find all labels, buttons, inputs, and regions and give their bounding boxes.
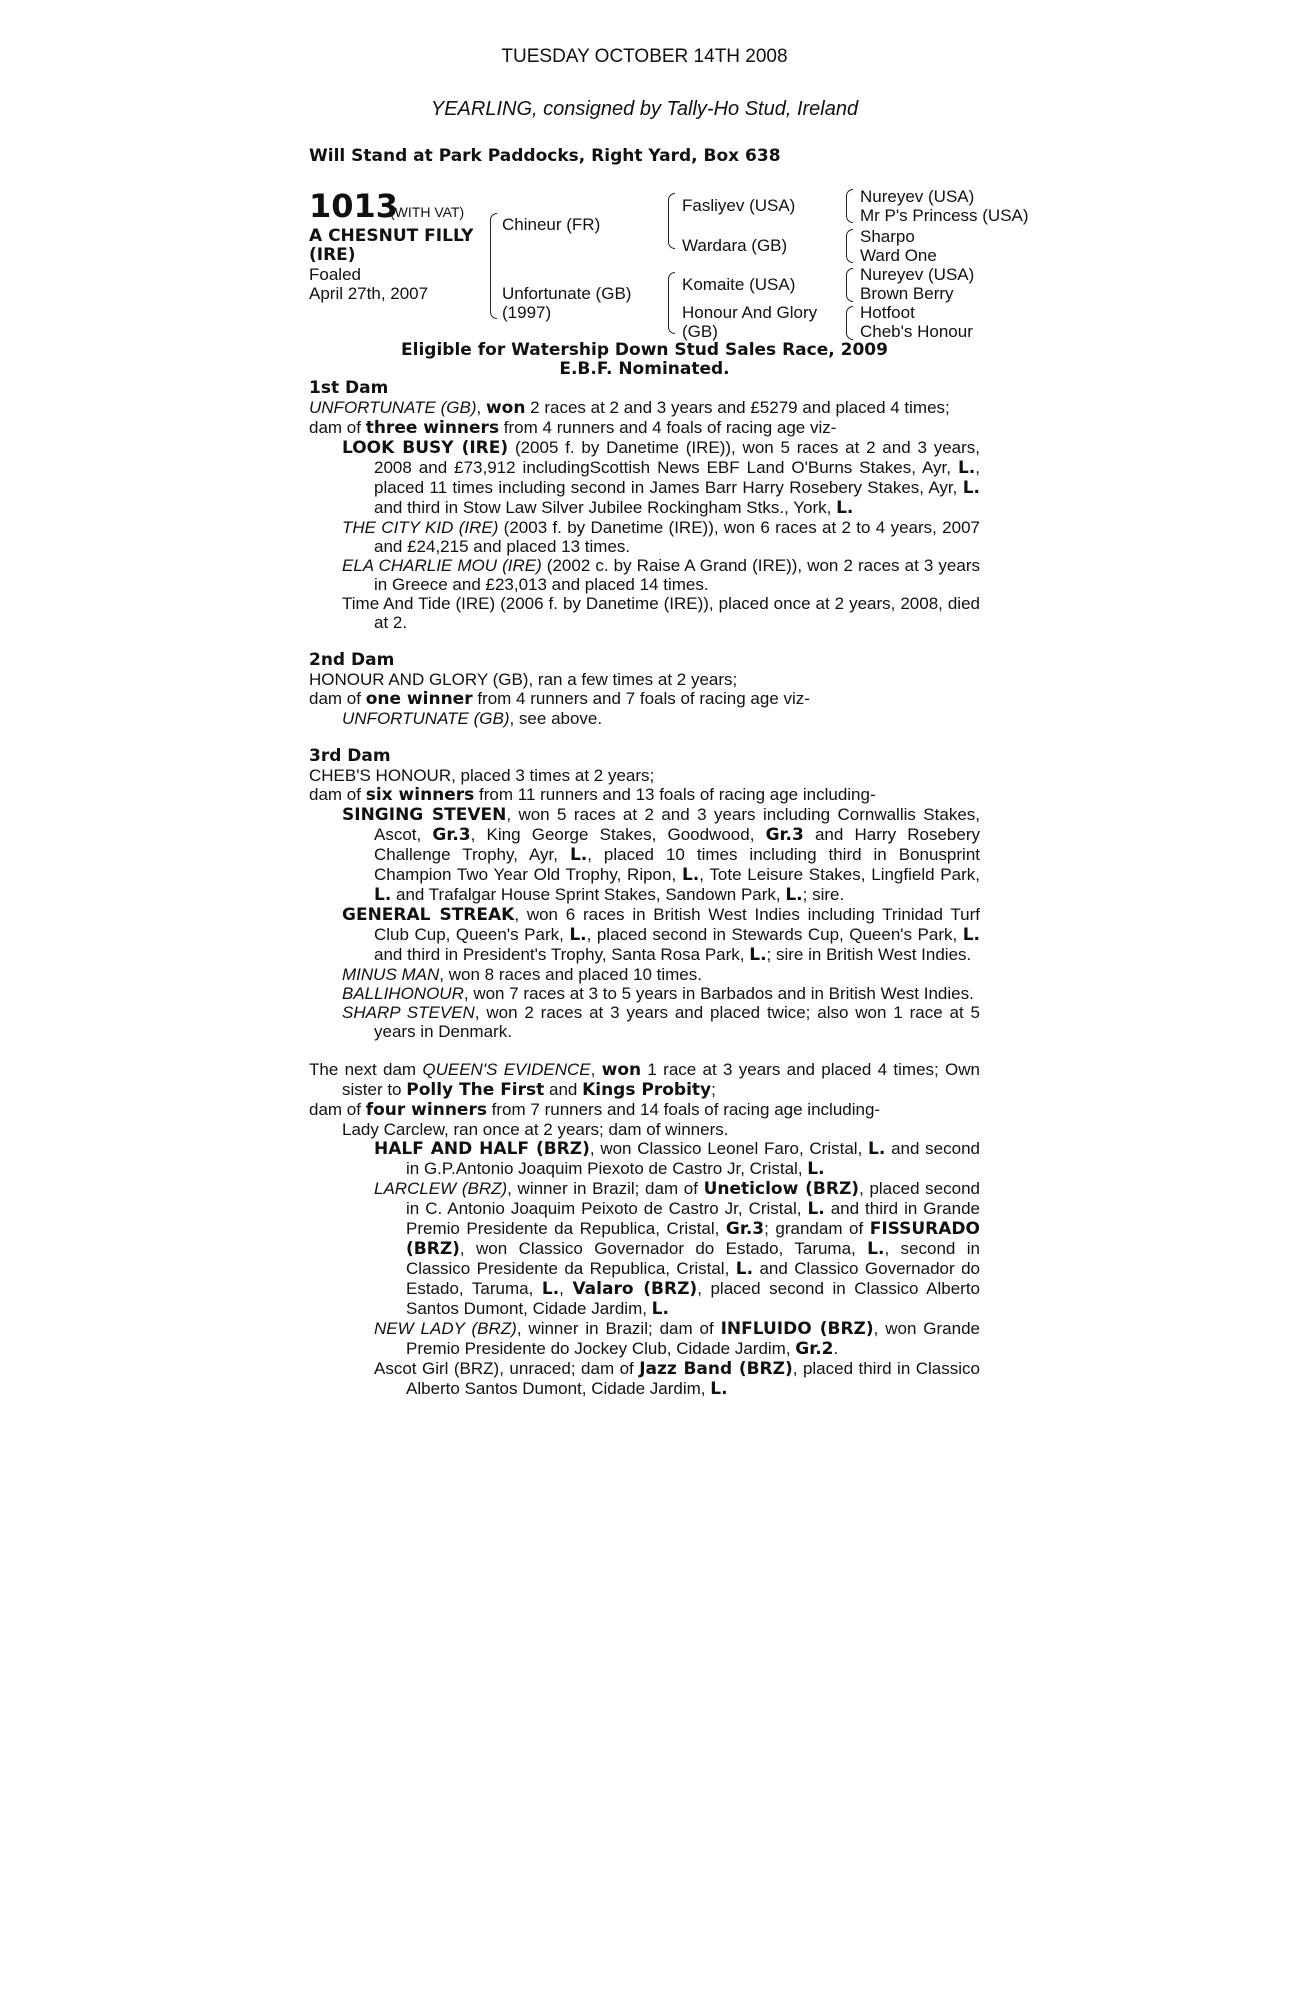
produce-larclew: LARCLEW (BRZ), winner in Brazil; dam of Uneticlow (BRZ), placed second in C. Antonio Joaquim Peixoto de Castro Jr, Cristal, L. and third in Grande Premio Presidente da Republica, Cristal, Gr.3; grandam of FISSURADO (BRZ), won Classico Governador do Estado, Taruma, L., second in Classico Presidente da Republica, Cristal, L. and Classico Governador do Estado, Taruma, L., Valaro (BRZ), placed second in Classico Alberto Santos Dumont, Cidade Jardim, L.	[374, 1179, 981, 1319]
pedigree-dam-dam: Honour And Glory	[682, 303, 818, 322]
catalogue-body	[309, 379, 980, 1399]
produce-singing-steven: SINGING STEVEN, won 5 races at 2 and 3 years including Cornwallis Stakes, Ascot, Gr.3, King George Stakes, Goodwood, Gr.3 and Harry Rosebery Challenge Trophy, Ayr, L., placed 10 times including third in Bonusprint Champion Two Year Old Trophy, Ripon, L., Tote Leisure Stakes, Lingfield Park, L. and Trafalgar House Sprint Stakes, Sandown Park, L.; sire.	[342, 805, 981, 905]
third-dam-produce-summary: dam of six winners from 11 runners and 13 foals of racing age including-	[309, 785, 876, 805]
sire-dam-brace	[490, 213, 497, 319]
produce-half-and-half: HALF AND HALF (BRZ), won Classico Leonel Faro, Cristal, L. and second in G.P.Antonio Joaquim Piexoto de Castro Jr, Cristal, L.	[374, 1139, 980, 1179]
produce-general-streak: GENERAL STREAK, won 6 races in British West Indies including Trinidad Turf Club Cup, Queen's Park, L., placed second in Stewards Cup, Queen's Park, L. and third in President's Trophy, Santa Rosa Park, L.; sire in British West Indies.	[342, 905, 981, 965]
foaled-date: April 27th, 2007	[309, 284, 429, 303]
lot-subtitle: YEARLING, consigned by Tally-Ho Stud, Ireland	[430, 98, 859, 120]
sale-date: TUESDAY OCTOBER 14TH 2008	[501, 46, 788, 67]
pedigree-dam-year: (1997)	[502, 303, 552, 322]
eligibility-line: Eligible for Watership Down Stud Sales Race, 2009	[401, 340, 888, 360]
foaled-label: Foaled	[309, 265, 361, 284]
produce-the-city-kid: THE CITY KID (IRE) (2003 f. by Danetime (IRE)), won 6 races at 2 to 4 years, 2007 and £24,215 and placed 13 times.	[342, 518, 980, 556]
g3-brace-2	[846, 229, 853, 263]
sire-parents-brace	[668, 193, 675, 249]
stand-location: Will Stand at Park Paddocks, Right Yard, Box 638	[309, 146, 781, 166]
produce-ballihonour: BALLIHONOUR, won 7 races at 3 to 5 years in Barbados and in British West Indies.	[342, 984, 974, 1003]
pedigree-dsd: Brown Berry	[860, 284, 954, 303]
second-dam-heading: 2nd Dam	[309, 650, 395, 670]
produce-ela-charlie-mou: ELA CHARLIE MOU (IRE) (2002 c. by Raise A Grand (IRE)), won 2 races at 3 years in Greece and £23,013 and placed 14 times.	[342, 556, 980, 594]
produce-minus-man: MINUS MAN, won 8 races and placed 10 times.	[342, 965, 702, 984]
third-dam-line: CHEB'S HONOUR, placed 3 times at 2 years;	[309, 766, 655, 785]
pedigree-dss: Nureyev (USA)	[860, 265, 975, 284]
lot-number: 1013	[309, 187, 399, 225]
lot-description-origin: (IRE)	[309, 245, 356, 265]
pedigree-dam: Unfortunate (GB)	[502, 284, 632, 303]
next-dam-line: The next dam QUEEN'S EVIDENCE, won 1 race at 3 years and placed 4 times; Own sister to Polly The First and Kings Probity;	[309, 1060, 980, 1100]
first-dam-line: UNFORTUNATE (GB), won 2 races at 2 and 3 years and £5279 and placed 4 times;	[309, 398, 950, 418]
pedigree-sire: Chineur (FR)	[502, 215, 601, 234]
pedigree-sire-sire: Fasliyev (USA)	[682, 196, 796, 215]
g3-brace-4	[846, 306, 853, 340]
produce-look-busy: LOOK BUSY (IRE) (2005 f. by Danetime (IRE)), won 5 races at 2 and 3 years, 2008 and £73,912 includingScottish News EBF Land O'Burns Stakes, Ayr, L., placed 11 times including second in James Barr Harry Rosebery Stakes, Ayr, L. and third in Stow Law Silver Jubilee Rockingham Stks., York, L.	[342, 438, 980, 518]
third-dam-heading: 3rd Dam	[309, 746, 391, 766]
ebf-nominated: E.B.F. Nominated.	[559, 359, 730, 379]
pedigree-dam-sire: Komaite (USA)	[682, 275, 796, 294]
lot-description: A CHESNUT FILLY	[309, 226, 474, 246]
pedigree-ssd: Mr P's Princess (USA)	[860, 206, 1029, 225]
second-dam-line: HONOUR AND GLORY (GB), ran a few times at 2 years;	[309, 670, 738, 689]
pedigree-sds: Sharpo	[860, 227, 915, 246]
first-dam-produce-summary: dam of three winners from 4 runners and 4 foals of racing age viz-	[309, 418, 837, 438]
pedigree-dam-dam-origin: (GB)	[682, 322, 718, 341]
pedigree-ddd: Cheb's Honour	[860, 322, 973, 341]
dam-parents-brace	[668, 272, 675, 334]
produce-lady-carclew: Lady Carclew, ran once at 2 years; dam of winners.	[342, 1120, 729, 1139]
pedigree-sire-dam: Wardara (GB)	[682, 236, 788, 255]
produce-new-lady: NEW LADY (BRZ), winner in Brazil; dam of INFLUIDO (BRZ), won Grande Premio Presidente do Jockey Club, Cidade Jardim, Gr.2.	[374, 1319, 980, 1359]
pedigree-dds: Hotfoot	[860, 303, 915, 322]
pedigree-sdd: Ward One	[860, 246, 937, 265]
first-dam-heading: 1st Dam	[309, 378, 389, 398]
produce-ascot-girl: Ascot Girl (BRZ), unraced; dam of Jazz Band (BRZ), placed third in Classico Alberto Santos Dumont, Cidade Jardim, L.	[374, 1359, 980, 1399]
next-dam-produce-summary: dam of four winners from 7 runners and 14 foals of racing age including-	[309, 1100, 881, 1120]
second-dam-produce-summary: dam of one winner from 4 runners and 7 foals of racing age viz-	[309, 689, 810, 709]
pedigree-sss: Nureyev (USA)	[860, 187, 975, 206]
g3-brace-1	[846, 189, 853, 223]
g3-brace-3	[846, 268, 853, 302]
second-dam-produce-unfortunate: UNFORTUNATE (GB), see above.	[342, 709, 603, 728]
vat-label: (WITH VAT)	[390, 204, 465, 220]
produce-sharp-steven: SHARP STEVEN, won 2 races at 3 years and placed twice; also won 1 race at 5 years in Denmark.	[342, 1003, 980, 1041]
produce-time-and-tide: Time And Tide (IRE) (2006 f. by Danetime (IRE)), placed once at 2 years, 2008, died at 2.	[342, 594, 980, 632]
